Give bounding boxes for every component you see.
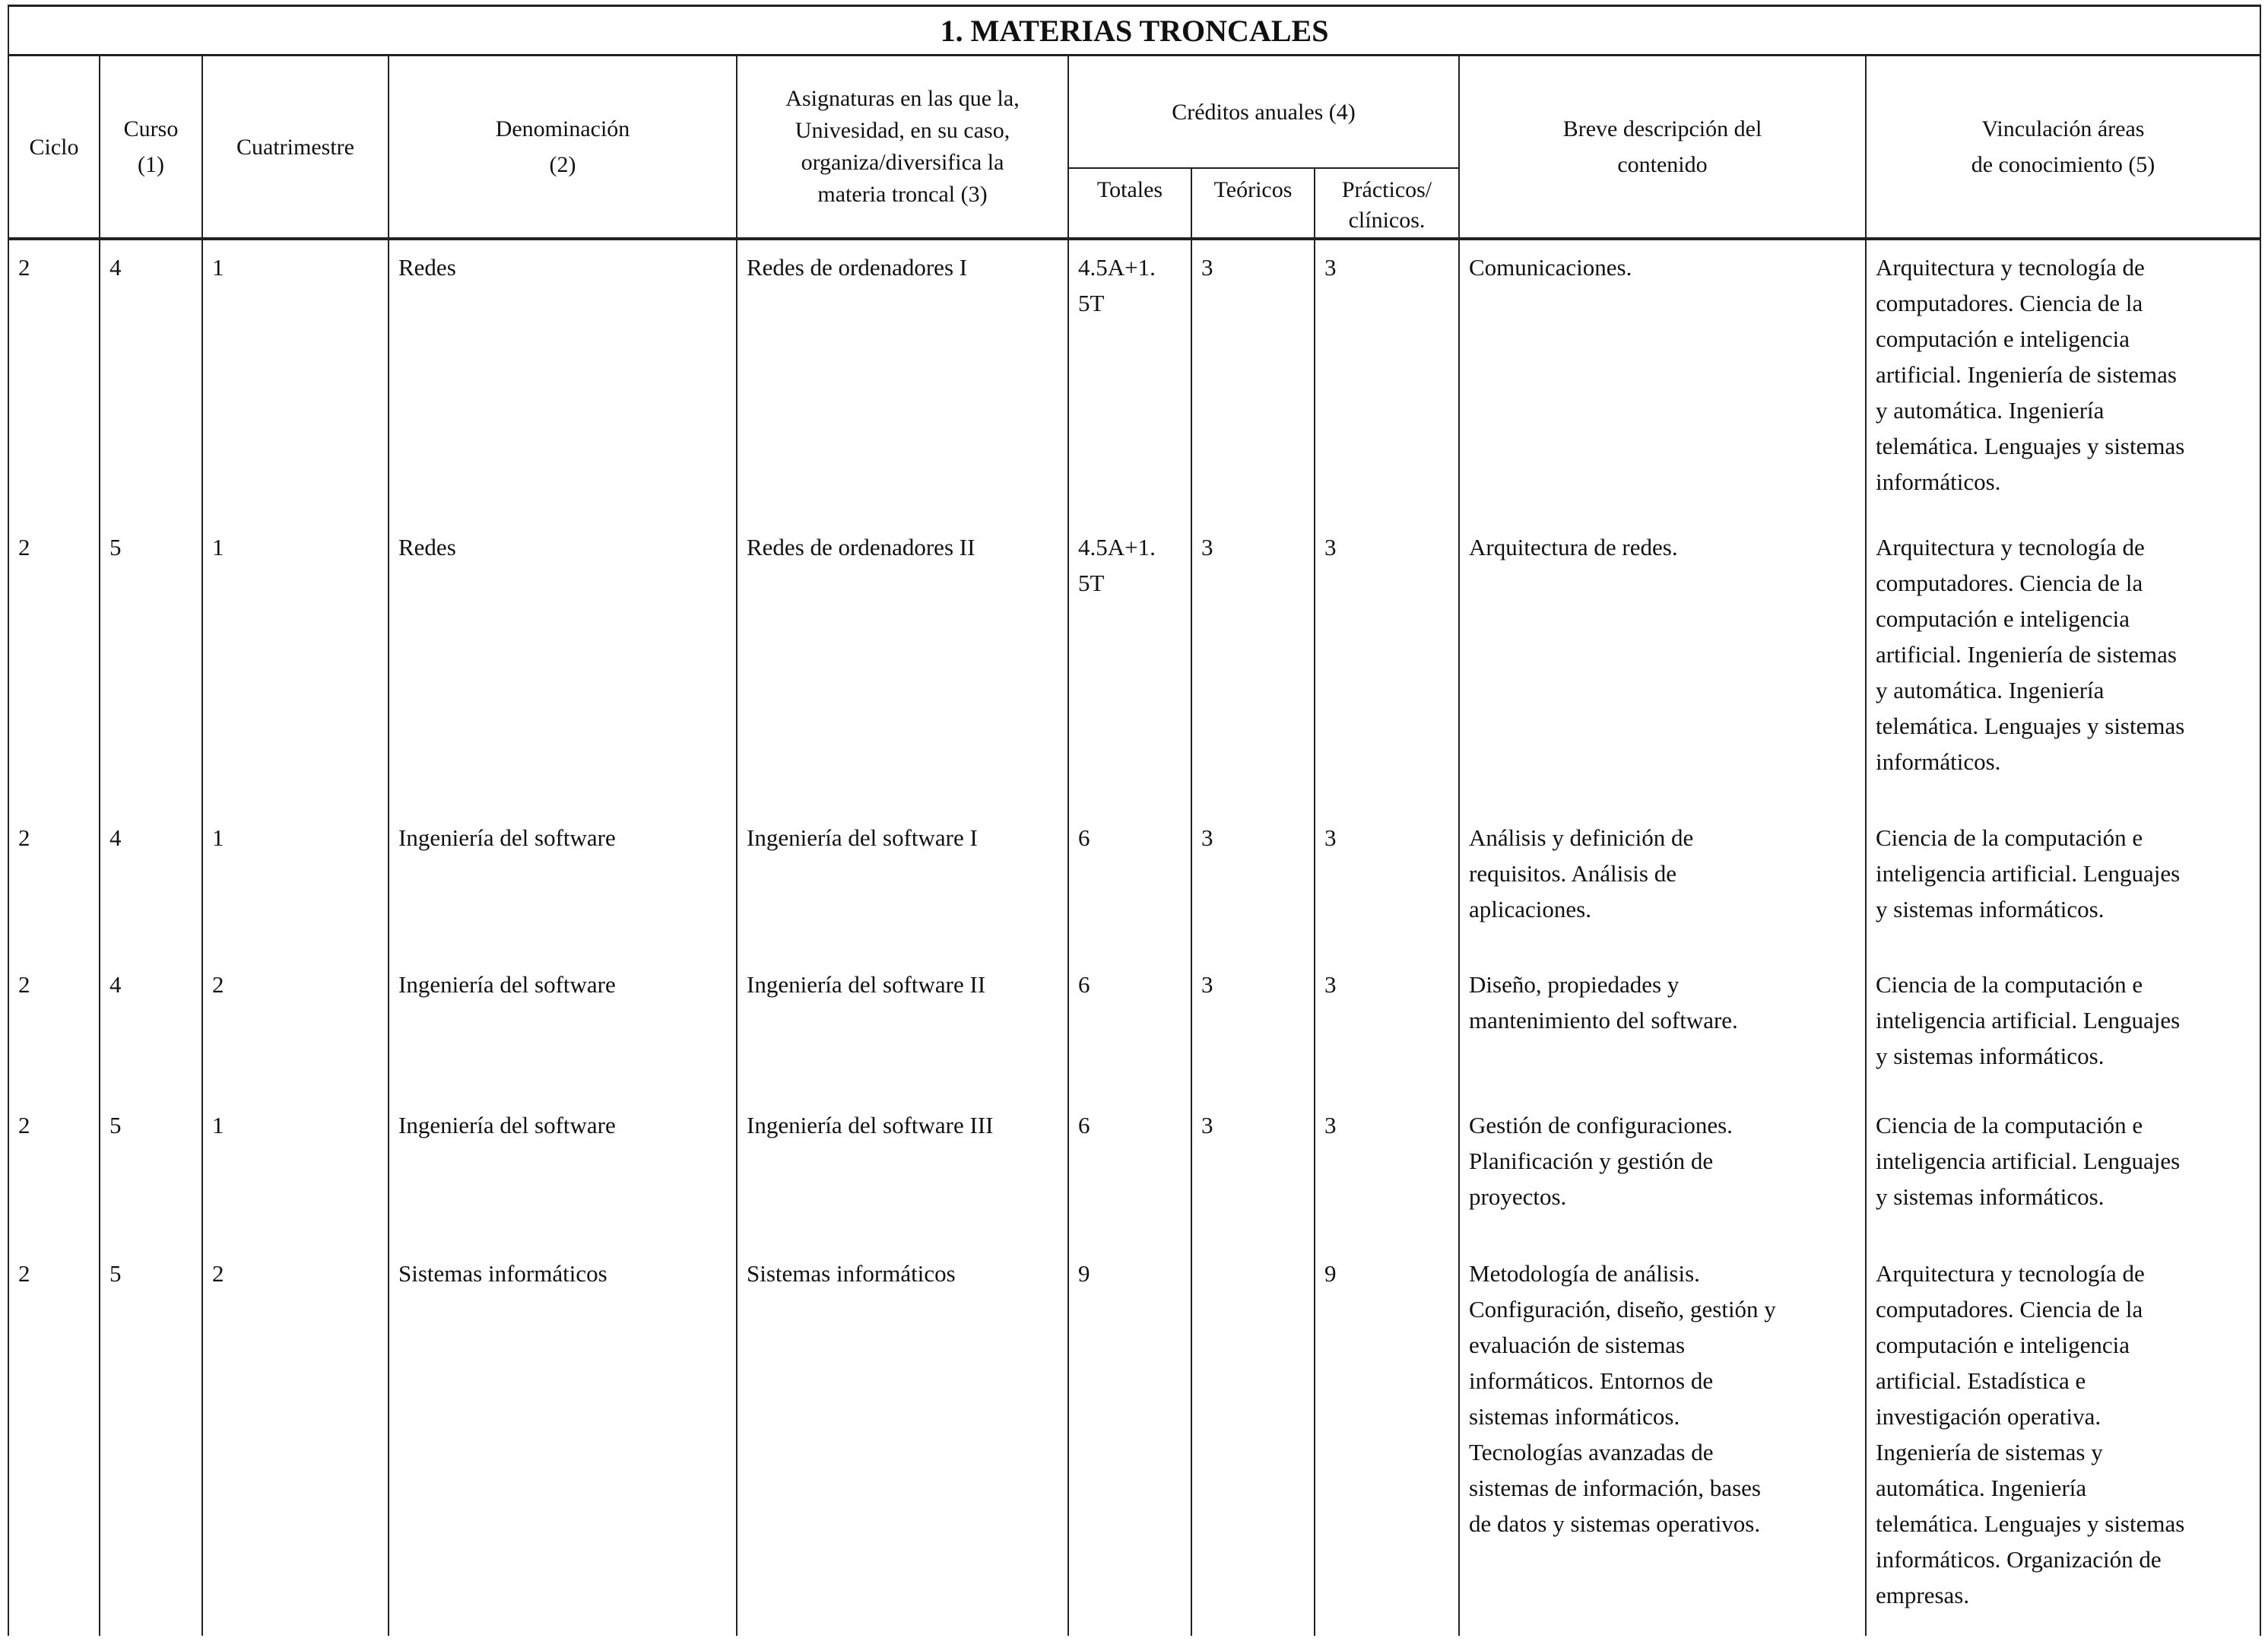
cell-vinculacion: [1866, 239, 2260, 520]
cell-vinculacion-line: computación e inteligencia: [1876, 1332, 2130, 1358]
cell-descripcion-line: Arquitectura de redes.: [1469, 534, 1678, 560]
cell-totales-line: 6: [1078, 824, 1090, 851]
cell-vinculacion-line: informáticos.: [1876, 468, 2001, 495]
cell-teoricos: 3: [1191, 811, 1315, 957]
cell-vinculacion-line: Ciencia de la computación e: [1876, 1112, 2143, 1138]
cell-asignatura: Ingeniería del software III: [737, 1098, 1068, 1246]
cell-totales: [1068, 957, 1191, 1098]
cell-teoricos: 3: [1191, 1098, 1315, 1246]
cell-vinculacion-line: Ingeniería de sistemas y: [1876, 1439, 2103, 1465]
cell-vinculacion-line: informáticos.: [1876, 748, 2001, 775]
cell-totales: [1068, 520, 1191, 811]
cell-vinculacion-line: inteligencia artificial. Lenguajes: [1876, 860, 2181, 887]
header-cuatrimestre: Cuatrimestre: [202, 56, 389, 240]
cell-descripcion-line: Comunicaciones.: [1469, 254, 1632, 281]
materias-troncales-table: [8, 5, 2261, 1636]
cell-vinculacion-line: computadores. Ciencia de la: [1876, 290, 2143, 316]
cell-vinculacion-line: y automática. Ingeniería: [1876, 677, 2105, 703]
cell-vinculacion-line: artificial. Ingeniería de sistemas: [1876, 361, 2177, 388]
cell-totales-line: 4.5A+1.: [1078, 254, 1156, 281]
cell-curso: 4: [100, 239, 202, 520]
cell-vinculacion-line: artificial. Ingeniería de sistemas: [1876, 641, 2177, 668]
header-denominacion-line: (2): [549, 152, 576, 177]
cell-teoricos: 3: [1191, 520, 1315, 811]
header-asignaturas-line: organiza/diversifica la: [801, 150, 1004, 175]
cell-vinculacion-line: artificial. Estadística e: [1876, 1367, 2086, 1394]
cell-teoricos: 3: [1191, 239, 1315, 520]
cell-curso: 4: [100, 811, 202, 957]
cell-ciclo: 2: [8, 811, 100, 957]
cell-totales-line: 5T: [1078, 570, 1105, 596]
cell-practicos: 3: [1315, 1098, 1459, 1246]
cell-descripcion-line: Gestión de configuraciones.: [1469, 1112, 1733, 1138]
cell-vinculacion-line: inteligencia artificial. Lenguajes: [1876, 1148, 2181, 1174]
cell-descripcion-line: Metodología de análisis.: [1469, 1260, 1700, 1287]
cell-cuatrimestre: 2: [202, 1246, 389, 1636]
cell-descripcion-line: Configuración, diseño, gestión y: [1469, 1296, 1776, 1322]
header-vinculacion-line: de conocimiento (5): [1971, 152, 2155, 177]
cell-curso: 4: [100, 957, 202, 1098]
cell-descripcion-line: evaluación de sistemas: [1469, 1332, 1686, 1358]
header-practicos-line: clínicos.: [1348, 208, 1426, 233]
cell-descripcion: [1459, 1098, 1866, 1246]
cell-denominacion: Redes: [389, 239, 737, 520]
cell-asignatura: Sistemas informáticos: [737, 1246, 1068, 1636]
table-row: [8, 520, 2260, 811]
cell-teoricos: [1191, 1246, 1315, 1636]
header-asignaturas-line: Univesidad, en su caso,: [795, 118, 1010, 143]
cell-vinculacion-line: computadores. Ciencia de la: [1876, 1296, 2143, 1322]
header-curso-line: (1): [138, 152, 164, 177]
header-creditos: Créditos anuales (4): [1068, 56, 1459, 169]
cell-vinculacion-line: computación e inteligencia: [1876, 325, 2130, 352]
cell-practicos: 3: [1315, 239, 1459, 520]
header-vinculacion: [1866, 56, 2260, 240]
cell-vinculacion-line: automática. Ingeniería: [1876, 1475, 2087, 1501]
header-curso-line: Curso: [123, 116, 179, 141]
cell-cuatrimestre: 2: [202, 957, 389, 1098]
cell-vinculacion: [1866, 520, 2260, 811]
document-page: [8, 5, 2260, 1636]
header-descripcion: [1459, 56, 1866, 240]
cell-ciclo: 2: [8, 1246, 100, 1636]
cell-descripcion: [1459, 811, 1866, 957]
cell-vinculacion-line: empresas.: [1876, 1582, 1970, 1608]
cell-vinculacion: [1866, 1246, 2260, 1636]
cell-descripcion: [1459, 1246, 1866, 1636]
cell-descripcion-line: informáticos. Entornos de: [1469, 1367, 1714, 1394]
cell-denominacion: Redes: [389, 520, 737, 811]
cell-curso: 5: [100, 1246, 202, 1636]
cell-descripcion-line: sistemas informáticos.: [1469, 1403, 1680, 1430]
cell-descripcion: [1459, 239, 1866, 520]
table-row: [8, 811, 2260, 957]
cell-vinculacion-line: Ciencia de la computación e: [1876, 971, 2143, 998]
cell-vinculacion: [1866, 811, 2260, 957]
cell-ciclo: 2: [8, 520, 100, 811]
header-asignaturas: [737, 56, 1068, 240]
cell-cuatrimestre: 1: [202, 811, 389, 957]
cell-descripcion-line: de datos y sistemas operativos.: [1469, 1510, 1761, 1537]
cell-vinculacion-line: computación e inteligencia: [1876, 605, 2130, 632]
cell-denominacion: Sistemas informáticos: [389, 1246, 737, 1636]
header-asignaturas-line: Asignaturas en las que la,: [785, 86, 1020, 111]
header-asignaturas-line: materia troncal (3): [817, 182, 988, 207]
cell-vinculacion-line: y automática. Ingeniería: [1876, 397, 2105, 424]
cell-descripcion-line: sistemas de información, bases: [1469, 1475, 1761, 1501]
cell-curso: 5: [100, 520, 202, 811]
cell-practicos: 9: [1315, 1246, 1459, 1636]
table-body: [8, 239, 2260, 1636]
cell-vinculacion-line: telemática. Lenguajes y sistemas: [1876, 713, 2185, 739]
cell-vinculacion-line: y sistemas informáticos.: [1876, 1183, 2105, 1210]
cell-descripcion-line: mantenimiento del software.: [1469, 1007, 1738, 1033]
header-ciclo: Ciclo: [8, 56, 100, 240]
cell-practicos: 3: [1315, 520, 1459, 811]
cell-totales: [1068, 1246, 1191, 1636]
cell-asignatura: Ingeniería del software I: [737, 811, 1068, 957]
cell-totales: [1068, 811, 1191, 957]
header-curso: [100, 56, 202, 240]
cell-vinculacion-line: telemática. Lenguajes y sistemas: [1876, 433, 2185, 459]
cell-vinculacion-line: inteligencia artificial. Lenguajes: [1876, 1007, 2181, 1033]
header-practicos-line: Prácticos/: [1341, 177, 1432, 202]
cell-totales: [1068, 1098, 1191, 1246]
cell-totales-line: 6: [1078, 1112, 1090, 1138]
header-descripcion-line: contenido: [1617, 152, 1708, 177]
cell-descripcion-line: Análisis y definición de: [1469, 824, 1694, 851]
header-denominacion: [389, 56, 737, 240]
cell-descripcion-line: Planificación y gestión de: [1469, 1148, 1714, 1174]
table-row: [8, 1098, 2260, 1246]
cell-vinculacion-line: Arquitectura y tecnología de: [1876, 254, 2145, 281]
cell-practicos: 3: [1315, 957, 1459, 1098]
cell-descripcion: [1459, 520, 1866, 811]
cell-vinculacion-line: computadores. Ciencia de la: [1876, 570, 2143, 596]
header-practicos: [1315, 168, 1459, 239]
cell-descripcion-line: requisitos. Análisis de: [1469, 860, 1676, 887]
cell-vinculacion: [1866, 1098, 2260, 1246]
cell-vinculacion-line: Ciencia de la computación e: [1876, 824, 2143, 851]
cell-totales-line: 5T: [1078, 290, 1105, 316]
cell-denominacion: Ingeniería del software: [389, 957, 737, 1098]
cell-teoricos: 3: [1191, 957, 1315, 1098]
cell-descripcion-line: Diseño, propiedades y: [1469, 971, 1680, 998]
cell-cuatrimestre: 1: [202, 1098, 389, 1246]
cell-denominacion: Ingeniería del software: [389, 811, 737, 957]
header-teoricos: Teóricos: [1191, 168, 1315, 239]
header-denominacion-line: Denominación: [495, 116, 630, 141]
cell-asignatura: Ingeniería del software II: [737, 957, 1068, 1098]
cell-totales-line: 9: [1078, 1260, 1090, 1287]
cell-asignatura: Redes de ordenadores II: [737, 520, 1068, 811]
table-row: [8, 1246, 2260, 1636]
table-row: [8, 957, 2260, 1098]
cell-vinculacion-line: Arquitectura y tecnología de: [1876, 1260, 2145, 1287]
cell-totales: [1068, 239, 1191, 520]
table-row: [8, 239, 2260, 520]
table-title: 1. MATERIAS TRONCALES: [8, 6, 2260, 56]
cell-cuatrimestre: 1: [202, 520, 389, 811]
cell-vinculacion-line: investigación operativa.: [1876, 1403, 2101, 1430]
cell-ciclo: 2: [8, 239, 100, 520]
cell-descripcion: [1459, 957, 1866, 1098]
header-totales: Totales: [1068, 168, 1191, 239]
cell-practicos: 3: [1315, 811, 1459, 957]
cell-descripcion-line: Tecnologías avanzadas de: [1469, 1439, 1714, 1465]
cell-descripcion-line: proyectos.: [1469, 1183, 1567, 1210]
cell-cuatrimestre: 1: [202, 239, 389, 520]
header-vinculacion-line: Vinculación áreas: [1981, 116, 2145, 141]
cell-totales-line: 4.5A+1.: [1078, 534, 1156, 560]
cell-denominacion: Ingeniería del software: [389, 1098, 737, 1246]
cell-curso: 5: [100, 1098, 202, 1246]
cell-vinculacion-line: y sistemas informáticos.: [1876, 896, 2105, 922]
cell-vinculacion-line: y sistemas informáticos.: [1876, 1043, 2105, 1069]
cell-vinculacion-line: telemática. Lenguajes y sistemas: [1876, 1510, 2185, 1537]
header-descripcion-line: Breve descripción del: [1562, 116, 1762, 141]
cell-ciclo: 2: [8, 1098, 100, 1246]
cell-asignatura: Redes de ordenadores I: [737, 239, 1068, 520]
cell-totales-line: 6: [1078, 971, 1090, 998]
cell-vinculacion: [1866, 957, 2260, 1098]
cell-vinculacion-line: Arquitectura y tecnología de: [1876, 534, 2145, 560]
cell-ciclo: 2: [8, 957, 100, 1098]
cell-descripcion-line: aplicaciones.: [1469, 896, 1591, 922]
cell-vinculacion-line: informáticos. Organización de: [1876, 1546, 2162, 1573]
